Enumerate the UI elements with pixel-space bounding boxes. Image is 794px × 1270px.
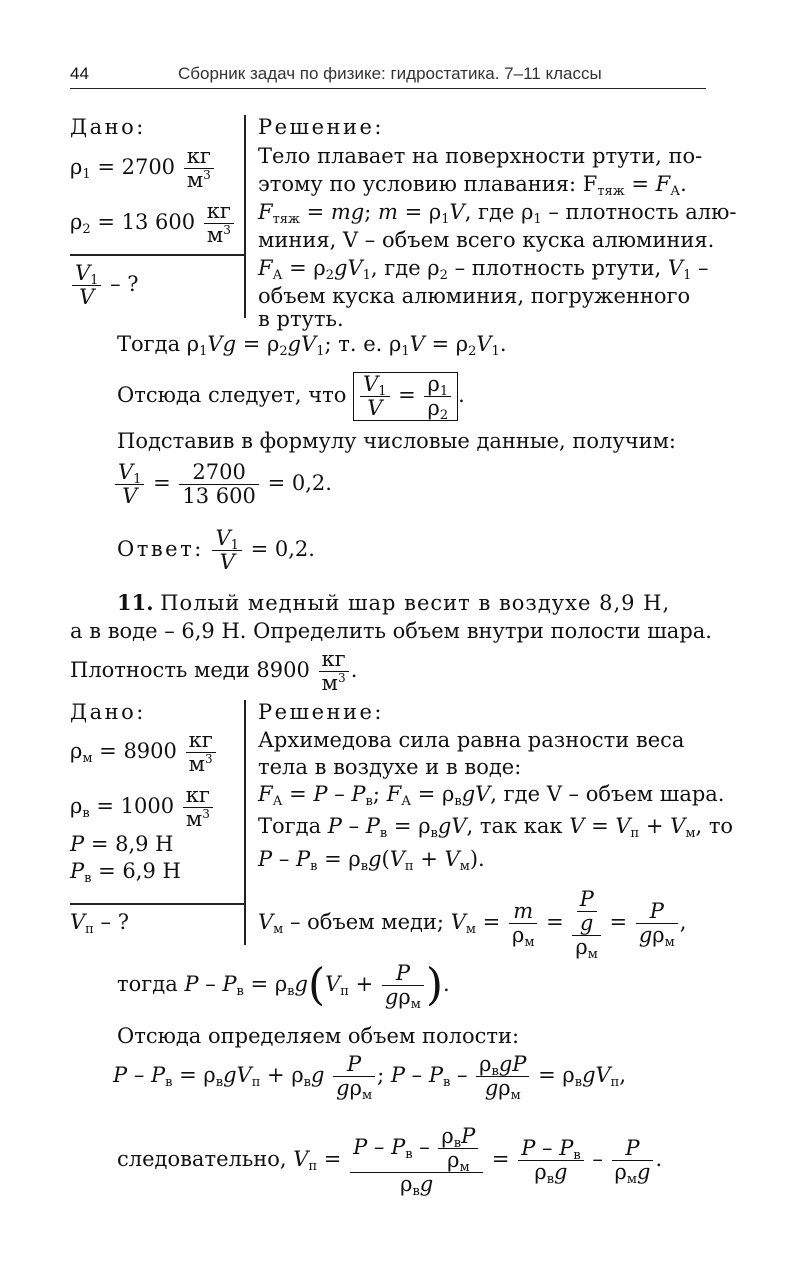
problem-statement: а в воде – 6,9 Н. Определить объем внутри полости шара. <box>70 619 712 643</box>
given-weight-water: $P_в = 6,9$ Н <box>70 859 181 886</box>
equation-line: тогда $P - P_в = \rho_вg(V_п$ + P $g\rho_м$ ). <box>117 959 450 1012</box>
substitute-text: Подставив в формулу числовые данные, получим: <box>117 429 677 453</box>
numeric-result: $\frac{V_1}{V}$ = $\frac{2700}{13 600}$ = 0,2. <box>113 461 332 508</box>
solution-line: Архимедова сила равна разности веса <box>258 728 685 752</box>
given-divider <box>70 254 246 256</box>
running-title: Сборник задач по физике: гидростатика. 7–11 классы <box>178 64 602 83</box>
final-formula: следовательно, $V_п$ = P – $P_в$ – $\rho_вP$ $\rho_м$ $\rho_вg$ = P – $P_в$ $\rho_вg$ – P $\rho_мg$ . <box>117 1124 663 1199</box>
solution-line: $F_А = \rho_2gV_1$, где $\rho_2$ – плотность ртути, $V_1$ – <box>258 256 709 283</box>
page-header <box>70 62 706 89</box>
find-quantity: $V_п$ – ? <box>70 910 129 937</box>
column-divider <box>244 115 246 318</box>
problem-statement: Плотность меди 8900 кг $м^3$ . <box>70 647 358 695</box>
solution-line: $F_{тяж}$ = mg; $m = \rho_1V$, где $\rho_1$ – плотность алю- <box>258 200 737 227</box>
equation-line: $P - P_в = \rho_вgV_п + \rho_вg$ P $g\rho_м$ ; P – $P_в$ – $\rho_вgP$ $g\rho_м$ = $\rho_вgV_п$, <box>113 1052 627 1103</box>
boxed-formula: $\frac{V_1}{V}$ = $\frac{\rho_1}{\rho_2}$ <box>353 372 458 421</box>
given-weight-air: P = 8,9 Н <box>70 832 174 856</box>
given-rho-copper: $\rho_м = 8900$ кг $м^3$ <box>70 729 218 776</box>
given-divider <box>70 903 246 905</box>
solution-line: этому по условию плавания: $F_{тяж} = F_А$. <box>258 172 687 199</box>
problem-statement: 11. Полый медный шар весит в воздухе 8,9 Н, <box>117 590 671 615</box>
given-rho2: $\rho_2 = 13$ 600 кг $м^3$ <box>70 200 236 247</box>
equation-line: Тогда $\rho_1Vg = \rho_2gV_1$; т. е. $\rho_1V = \rho_2V_1$. <box>117 332 507 359</box>
find-quantity: $\frac{V_1}{V}$ – ? <box>70 262 139 309</box>
copper-volume-formula: $V_м$ – объем меди; $V_м$ = m $\rho_м$ = $\frac{P}{g}$ $\rho_м$ = P $g\rho_м$ , <box>258 887 687 962</box>
cavity-text: Отсюда определяем объем полости: <box>117 1024 520 1048</box>
solution-line: $P - P_в = \rho_вg(V_п + V_м)$. <box>258 847 485 874</box>
given-rho-water: $\rho_в = 1000$ кг $м^3$ <box>70 784 215 831</box>
given-label: Дано: <box>70 115 146 139</box>
solution-line: $F_А = P - P_в$; $F_А = \rho_вgV$, где V – объем шара. <box>258 782 725 809</box>
solution-line: Тогда $P - P_в = \rho_вgV$, так как $V = V_п + V_м$, то <box>258 814 734 841</box>
solution-label: Решение: <box>258 115 385 139</box>
answer-line: Ответ: $\frac{V_1}{V}$ = 0,2. <box>117 526 315 574</box>
boxed-result-line: Отсюда следует, что $\frac{V_1}{V}$ = $\frac{\rho_1}{\rho_2}$ . <box>117 372 465 423</box>
solution-line: миния, V – объем всего куска алюминия. <box>258 228 715 252</box>
given-rho1: $\rho_1 = 2700$ кг $м^3$ <box>70 145 216 192</box>
solution-line: объем куска алюминия, погруженного <box>258 284 691 308</box>
column-divider <box>244 700 246 945</box>
solution-line: в ртуть. <box>258 307 344 331</box>
solution-label: Решение: <box>258 700 385 724</box>
solution-line: Тело плавает на поверхности ртути, по- <box>258 144 703 168</box>
page-number: 44 <box>70 64 89 83</box>
solution-line: тела в воздухе и в воде: <box>258 755 522 779</box>
given-label: Дано: <box>70 700 146 724</box>
